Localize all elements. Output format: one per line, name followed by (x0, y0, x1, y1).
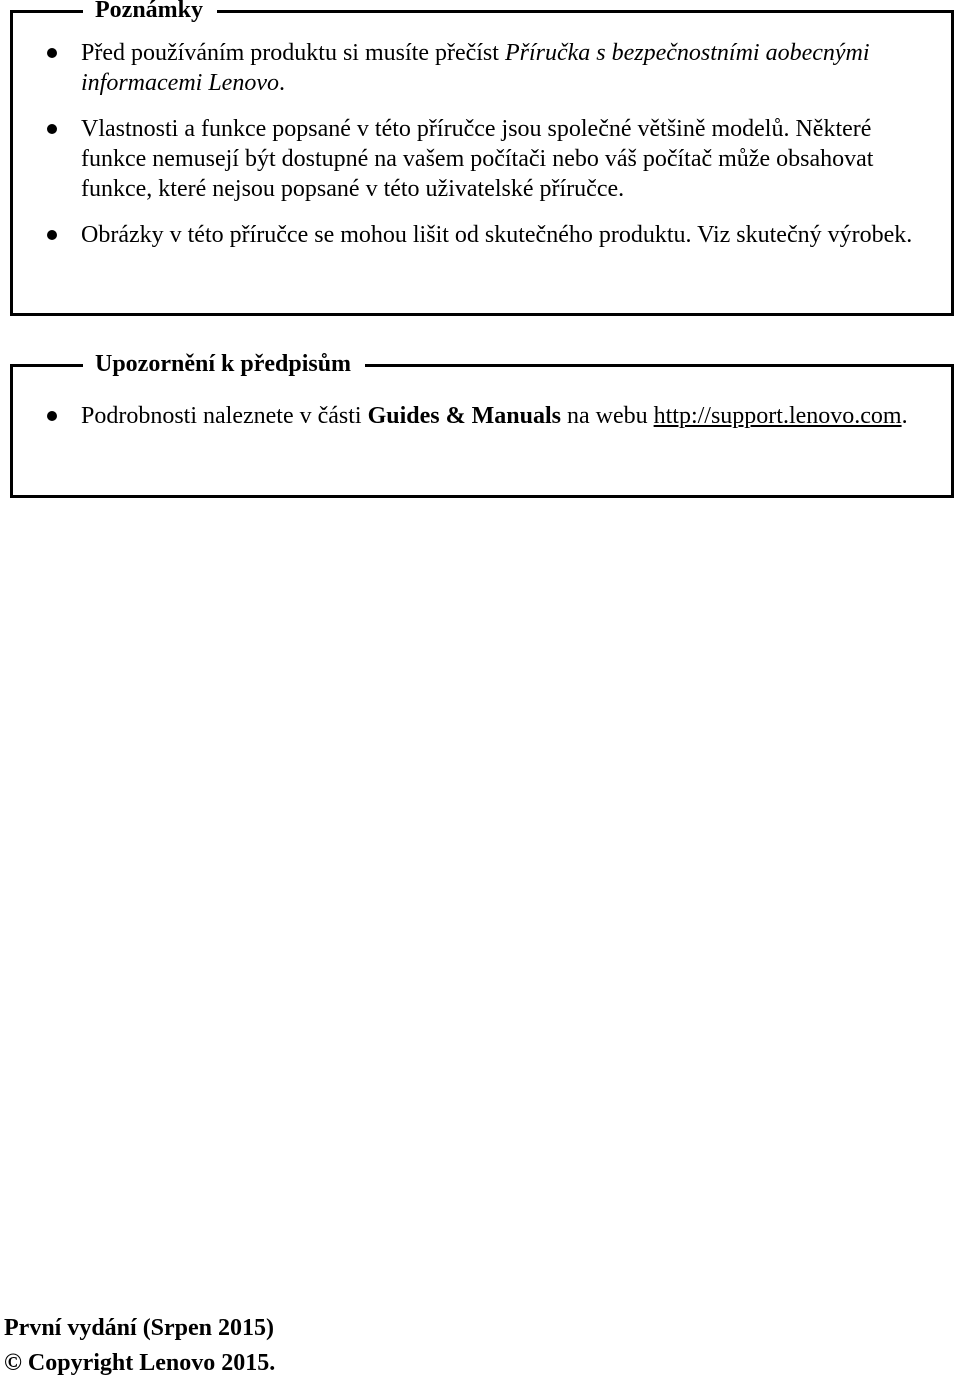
notes-item-text-before: Před používáním produktu si musíte přečíst (81, 40, 505, 66)
notes-title: Poznámky (83, 0, 217, 24)
regulatory-item-text (81, 401, 931, 431)
bullet-icon (47, 230, 57, 240)
notes-item-illustrations (39, 220, 931, 250)
regulatory-list (39, 401, 931, 447)
support-link[interactable]: http://support.lenovo.com (653, 403, 902, 429)
bullet-icon (47, 124, 57, 134)
regulatory-item-text-after: . (901, 403, 908, 429)
notes-item-text-after: . (278, 70, 285, 96)
notes-item-text: Vlastnosti a funkce popsané v této příručce jsou společné většině modelů. Některé funkce nemusejí být dostupné na vašem počítači nebo váš počítač může obsahovat funkce, které nejsou popsané v této uživatelské příručce. (81, 116, 874, 202)
guides-manuals-label: Guides & Manuals (367, 403, 561, 429)
notes-list (39, 38, 931, 266)
notes-item-safety (39, 38, 931, 98)
edition-line: První vydání (Srpen 2015) (4, 1315, 275, 1341)
notes-item-text: Obrázky v této příručce se mohou lišit od skutečného produktu. Viz skutečný výrobek. (81, 222, 913, 248)
bullet-icon (47, 411, 57, 421)
notes-item-text (81, 38, 931, 98)
safety-guide-title: Příručka s bezpečnostními aobecnými informacemi Lenovo (81, 40, 870, 96)
regulatory-item-text-before: Podrobnosti naleznete v části (81, 403, 368, 429)
notes-box (10, 0, 954, 316)
copyright-line: © Copyright Lenovo 2015. (4, 1350, 276, 1376)
bullet-icon (47, 48, 57, 58)
regulatory-item-text-middle: na webu (560, 403, 654, 429)
regulatory-box (10, 351, 954, 498)
regulatory-item-guides (39, 401, 931, 431)
notes-item-features (39, 114, 931, 204)
regulatory-title: Upozornění k předpisům (83, 350, 365, 378)
